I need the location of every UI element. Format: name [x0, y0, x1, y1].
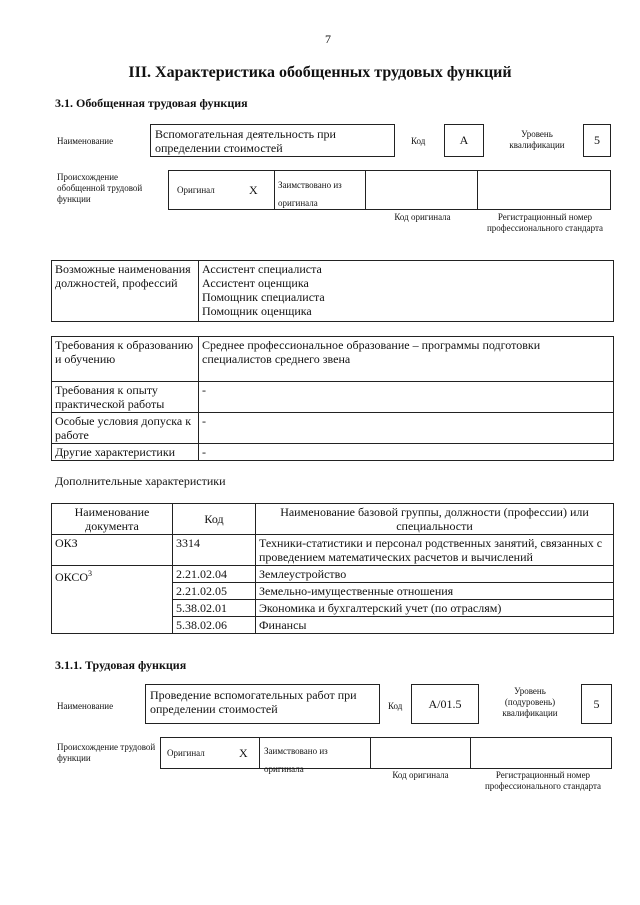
- requirement-label: Другие характеристики: [52, 444, 199, 461]
- okso-code: 2.21.02.04: [173, 566, 256, 583]
- okso-code: 5.38.02.01: [173, 600, 256, 617]
- tf-code-value: А/01.5: [428, 697, 462, 711]
- additional-heading: Дополнительные характеристики: [55, 474, 226, 488]
- gtf-heading: 3.1. Обобщенная трудовая функция: [55, 96, 248, 110]
- requirement-label: Особые условия допуска к работе: [52, 413, 199, 444]
- gtf-code-original-caption: Код оригинала: [394, 212, 451, 222]
- okz-name: Техники-статистики и персонал родственных занятий, связанных с проведением математических расчетов и вычислений: [256, 535, 614, 566]
- table-row: [52, 566, 614, 583]
- tf-origin-label: Происхождение трудовой функции: [57, 742, 156, 763]
- tf-reg-number-caption: Регистрационный номер профессионального стандарта: [484, 770, 602, 791]
- tf-code-label: Код: [388, 701, 403, 711]
- additional-table: [51, 503, 614, 634]
- gtf-original-label: Оригинал: [177, 185, 215, 195]
- tf-original-mark: Х: [239, 746, 248, 760]
- tf-original-cell: [160, 737, 260, 769]
- positions-table: [51, 260, 614, 322]
- gtf-name-label: Наименование: [57, 136, 114, 146]
- gtf-level-box: [583, 124, 611, 157]
- position-item: Ассистент оценщика: [202, 276, 309, 290]
- gtf-original-cell: [168, 170, 275, 210]
- positions-list: [199, 261, 614, 322]
- requirement-row: [52, 413, 614, 444]
- okso-name: Землеустройство: [256, 566, 614, 583]
- requirement-row: [52, 382, 614, 413]
- positions-label: Возможные наименования должностей, профессий: [52, 261, 199, 322]
- gtf-code-original-cell: [365, 170, 478, 210]
- gtf-name-value: Вспомогательная деятельность при определении стоимостей: [155, 127, 336, 155]
- okso-footnote: 3: [88, 569, 93, 578]
- gtf-level-label: Уровень квалификации: [509, 129, 565, 150]
- table-row: [52, 535, 614, 566]
- tf-level-box: [581, 684, 612, 724]
- header-doc: Наименование документа: [52, 504, 173, 535]
- header-name: Наименование базовой группы, должности (профессии) или специальности: [256, 504, 614, 535]
- okso-doc-text: ОКСО: [55, 570, 89, 584]
- header-code: Код: [173, 504, 256, 535]
- tf-original-label: Оригинал: [167, 748, 205, 758]
- tf-code-original-caption: Код оригинала: [392, 770, 449, 780]
- tf-borrowed-label: Заимствовано из оригинала: [264, 746, 328, 774]
- position-item: Помощник оценщика: [202, 304, 312, 318]
- requirement-value: -: [199, 444, 614, 461]
- okz-code: 3314: [173, 535, 256, 566]
- requirements-table: [51, 336, 614, 461]
- gtf-level-value: 5: [594, 133, 600, 147]
- tf-level-value: 5: [593, 697, 600, 711]
- gtf-borrowed-label: Заимствовано из оригинала: [278, 180, 342, 208]
- okz-doc: ОКЗ: [52, 535, 173, 566]
- tf-heading: 3.1.1. Трудовая функция: [55, 658, 187, 672]
- tf-borrowed-cell: [259, 737, 371, 774]
- position-item: Ассистент специалиста: [202, 262, 322, 276]
- requirement-row: [52, 444, 614, 461]
- requirement-value: -: [199, 382, 614, 413]
- requirement-row: [52, 337, 614, 382]
- tf-reg-number-cell: [470, 737, 612, 769]
- gtf-reg-number-cell: [477, 170, 611, 210]
- okso-code: 2.21.02.05: [173, 583, 256, 600]
- gtf-origin-label: Происхождение обобщенной трудовой функции: [57, 172, 143, 204]
- page-number: 7: [325, 32, 331, 46]
- gtf-code-value: А: [459, 133, 469, 147]
- gtf-reg-number-caption: Регистрационный номер профессионального стандарта: [486, 212, 604, 233]
- requirement-label: Требования к опыту практической работы: [52, 382, 199, 413]
- tf-code-box: [411, 684, 479, 724]
- tf-name-label: Наименование: [57, 701, 114, 711]
- gtf-code-label: Код: [411, 136, 426, 146]
- section-title: III. Характеристика обобщенных трудовых функций: [128, 64, 512, 81]
- tf-name-box: [145, 684, 380, 724]
- okso-doc: [52, 566, 173, 634]
- tf-name-value: Проведение вспомогательных работ при определении стоимостей: [150, 688, 357, 716]
- tf-code-original-cell: [370, 737, 471, 769]
- okso-name: Экономика и бухгалтерский учет (по отраслям): [256, 600, 614, 617]
- additional-header-row: [52, 504, 614, 535]
- position-item: Помощник специалиста: [202, 290, 325, 304]
- gtf-original-mark: Х: [249, 183, 258, 197]
- gtf-name-box: [150, 124, 395, 157]
- gtf-borrowed-cell: [274, 170, 366, 210]
- requirement-value: Среднее профессиональное образование – программы подготовки специалистов среднего звена: [199, 337, 614, 382]
- gtf-code-box: [444, 124, 484, 157]
- tf-level-label: Уровень (подуровень) квалификации: [502, 686, 558, 718]
- requirement-label: Требования к образованию и обучению: [52, 337, 199, 382]
- okso-name: Земельно-имущественные отношения: [256, 583, 614, 600]
- okso-code: 5.38.02.06: [173, 617, 256, 634]
- okso-name: Финансы: [256, 617, 614, 634]
- requirement-value: -: [199, 413, 614, 444]
